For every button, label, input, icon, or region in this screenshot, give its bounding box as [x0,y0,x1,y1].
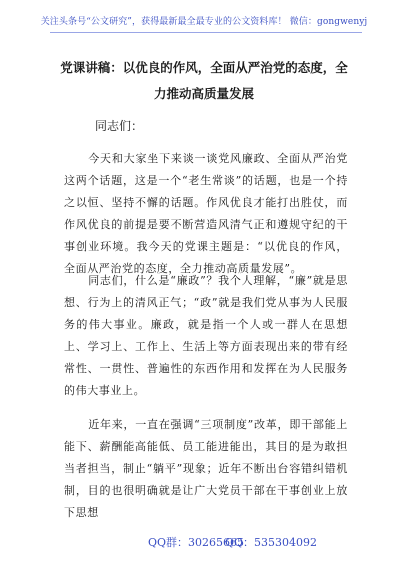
greeting: 同志们： [95,119,144,133]
paragraph-3: 近年来，一直在强调“三项制度”改革，即干部能上能下、薪酬能高能低、员工能进能出，其目的是为敢担当者担当，制止“躺平”现象；近年不断出台容错纠错机制，目的也很明确就是让广大党员干部在干事创业上放下思想 [64,418,348,519]
footer-qq-contact: QQ：535304092 [225,536,318,549]
header-divider [50,32,362,33]
document-title: 党课讲稿：以优良的作风，全面从严治党的态度，全力推动高质量发展 [60,60,348,101]
footer-qq-group: QQ群：30265665 [148,536,245,549]
paragraph-1: 今天和大家坐下来谈一谈党风廉政、全面从严治党这两个话题，这是一个“老生常谈”的话题，也是一个持之以恒、坚持不懈的话题。作风优良才能打出胜仗，而作风优良的前提是要不断营造风清气正和遵规守纪的干事创业环境。我今天的党课主题是：“以优良的作风，全面从严治党的态度，全力推动高质量发展”。 [64,152,348,275]
header-banner: 关注头条号“公文研究”，获得最新最全最专业的公文资料库！ 微信：gongwenyj [40,17,368,27]
paragraph-2: 同志们，什么是“廉政”？我个人理解，“廉”就是思想、行为上的清风正气；“政”就是我们党从事为人民服务的伟大事业。廉政，就是指一个人或一群人在思想上、学习上、工作上、生活上等方面表现出来的带有经常性、一贯性、普遍性的东西作用和发挥在为人民服务的伟大事业上。 [64,274,348,397]
